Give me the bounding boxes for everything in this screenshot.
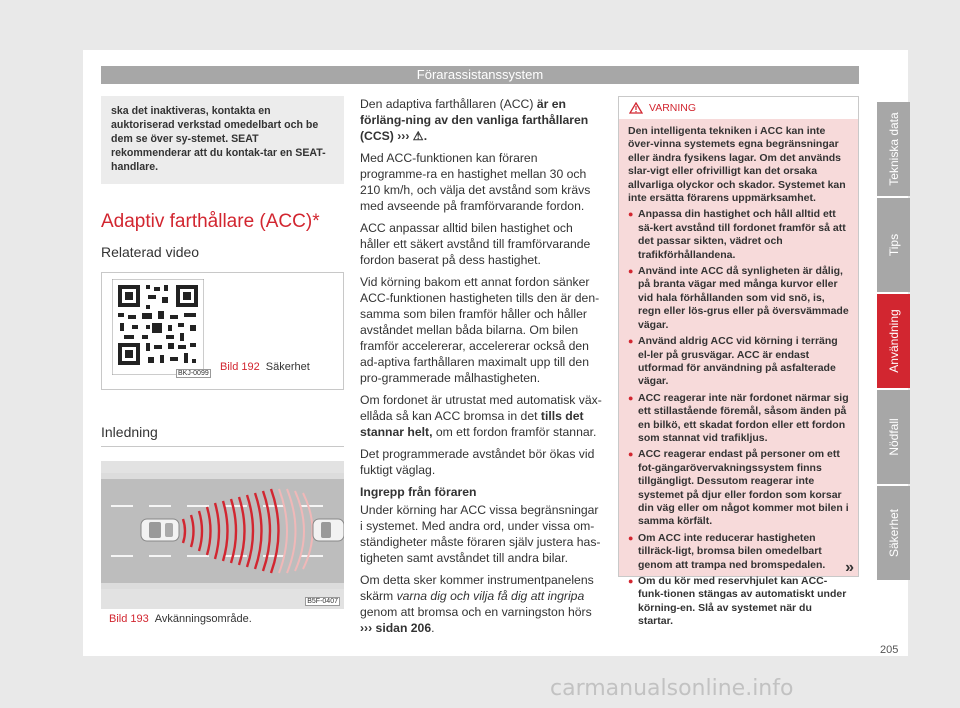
text: . (431, 621, 435, 635)
paragraph: Vid körning bakom ett annat fordon sänker ACC-funktionen hastigheten tills den är den-samma som bilen framför håller och håller avståndet mellan båda bilarna. Om bilen framför accelererar, accelererar också den ad-aptiva farthållaren maximalt upp till den pro-grammerade målhastigheten. (360, 275, 600, 385)
paragraph (360, 572, 603, 636)
section-title: Adaptiv farthållare (ACC)* (101, 211, 320, 232)
watermark: carmanualsonline.info (550, 676, 794, 701)
paragraph: Det programmerade avståndet bör ökas vid fuktigt väglag. (360, 447, 595, 477)
warning-item: ● Om ACC inte reducerar hastigheten tillräck-ligt, bromsa bilen omedelbart genom att trampa ned bromspedalen. (628, 532, 849, 572)
figure-code: BKJ-0099 (178, 370, 209, 377)
tab-label: Säkerhet (886, 508, 901, 558)
text: Om detta sker kommer instrumentpanelens skärm (360, 573, 594, 603)
page-reference-link[interactable]: ››› sidan 206 (360, 621, 432, 635)
page-header: Förarassistanssystem (101, 66, 859, 84)
paragraph: ACC anpassar alltid bilen hastighet och håller ett säkert avstånd till framförvarande fordon baserat på dess hastighet. (360, 221, 591, 267)
qr-code-icon[interactable] (112, 279, 204, 375)
paragraph (360, 392, 603, 440)
side-tabs (877, 102, 910, 582)
italic-text: varna dig och vilja få dig att ingripa (396, 589, 585, 603)
page-number: 205 (880, 644, 899, 656)
tab-label: Användning (886, 309, 901, 373)
figure-193 (101, 461, 344, 631)
tab-label: Tekniska data (886, 112, 901, 186)
middle-column (360, 96, 603, 642)
tab-sakerhet[interactable] (877, 486, 910, 580)
sensing-area-illustration (101, 461, 344, 609)
warning-intro: Den intelligenta tekniken i ACC kan inte över-vinna systemets egna begränsningar eller ändra fysikens lagar. Om det används slar-vigt eller ofrivilligt kan det orsaka allvarliga olyckor och skador. Systemet kan inte ersätta förarens uppmärksamhet. (628, 125, 846, 205)
figure-caption-text: Säkerhet (265, 361, 310, 373)
text: genom att bromsa och en varningston hörs (360, 605, 592, 619)
continue-arrow-icon: » (845, 558, 854, 576)
figure-caption (220, 361, 310, 373)
tab-tips[interactable] (877, 198, 910, 292)
continuation-note: ska det inaktiveras, kontakta en auktoriserad verkstad omedelbart och be dem se över sy-stemet. SEAT rekommenderar att du kontak-tar en SEAT-handlare. (101, 96, 344, 184)
tab-nodfall[interactable] (877, 390, 910, 484)
warning-header (619, 97, 858, 119)
cross-reference-link[interactable]: ››› ⚠. (393, 129, 428, 143)
left-column (101, 96, 344, 631)
figure-number: Bild 192 (220, 361, 260, 373)
tab-label: Tips (886, 233, 901, 257)
figure-code: B5F-0407 (307, 598, 338, 605)
figure-caption (109, 613, 252, 625)
warning-item: ● Om du kör med reservhjulet kan ACC-funk-tionen stängas av automatiskt under körning-en. Slå av systemet när du startar. (628, 575, 849, 629)
warning-title: VARNING (649, 102, 697, 114)
warning-item: ● Använd inte ACC då synligheten är dålig, på branta vägar med många kurvor eller vid hala förhållanden som vid snö, is, regn eller lös-grus eller på översvämmade vägar. (628, 265, 849, 332)
tab-anvandning[interactable] (877, 294, 910, 388)
tab-tekniska-data[interactable] (877, 102, 910, 196)
figure-caption-text: Avkänningsområde. (154, 613, 252, 625)
figure-192 (101, 272, 344, 390)
tab-label: Nödfall (886, 418, 901, 456)
warning-item: ● Anpassa din hastighet och håll alltid ett sä-kert avstånd till fordonet framför så att det passar sikten, vädret och trafikförhållandena. (628, 208, 849, 262)
warning-item: ● ACC reagerar endast på personer om ett fot-gängarövervakningssystem finns tillgängligt. Dessutom reagerar inte systemet på djur eller fordon som korsar din väg eller om något kommer mot bilen i samma körfält. (628, 448, 849, 528)
figure-number: Bild 193 (109, 613, 149, 625)
related-video-heading: Relaterad video (101, 244, 200, 260)
text: Den adaptiva farthållaren (ACC) (360, 97, 537, 111)
bold-text: är en förläng-ning av den vanliga farthållaren (CCS) (360, 97, 589, 143)
right-column (618, 96, 859, 628)
warning-body (619, 119, 858, 628)
paragraph (360, 96, 603, 144)
warning-item: ● ACC reagerar inte när fordonet närmar sig ett stillastående föremål, såsom änden på en bilkö, ett skadat fordon eller ett fordon som stannat vid trafikljus. (628, 392, 849, 446)
subheading: Ingrepp från föraren (360, 485, 477, 499)
inledning-heading: Inledning (101, 424, 344, 447)
warning-box (618, 96, 859, 628)
bold-text: tills det stannar helt, (360, 409, 584, 439)
warning-triangle-icon (629, 102, 643, 114)
warning-item: ● Använd aldrig ACC vid körning i terräng el-ler på grusvägar. ACC är endast utformad för användning på asfalterade vägar. (628, 335, 849, 389)
paragraph: Med ACC-funktionen kan föraren programme-ra en hastighet mellan 30 och 210 km/h, och välja det avstånd som krävs med avseende på framförvarande fordon. (360, 151, 591, 213)
paragraph: Under körning har ACC vissa begränsningar i systemet. Med andra ord, under vissa om-ständigheter måste föraren själv justera has-tigheten samt avståndet till andra bilar. (360, 503, 601, 565)
text: om ett fordon framför stannar. (432, 425, 597, 439)
text: Om fordonet är utrustat med automatisk väx-ellåda så kan ACC bromsa in det (360, 393, 602, 423)
